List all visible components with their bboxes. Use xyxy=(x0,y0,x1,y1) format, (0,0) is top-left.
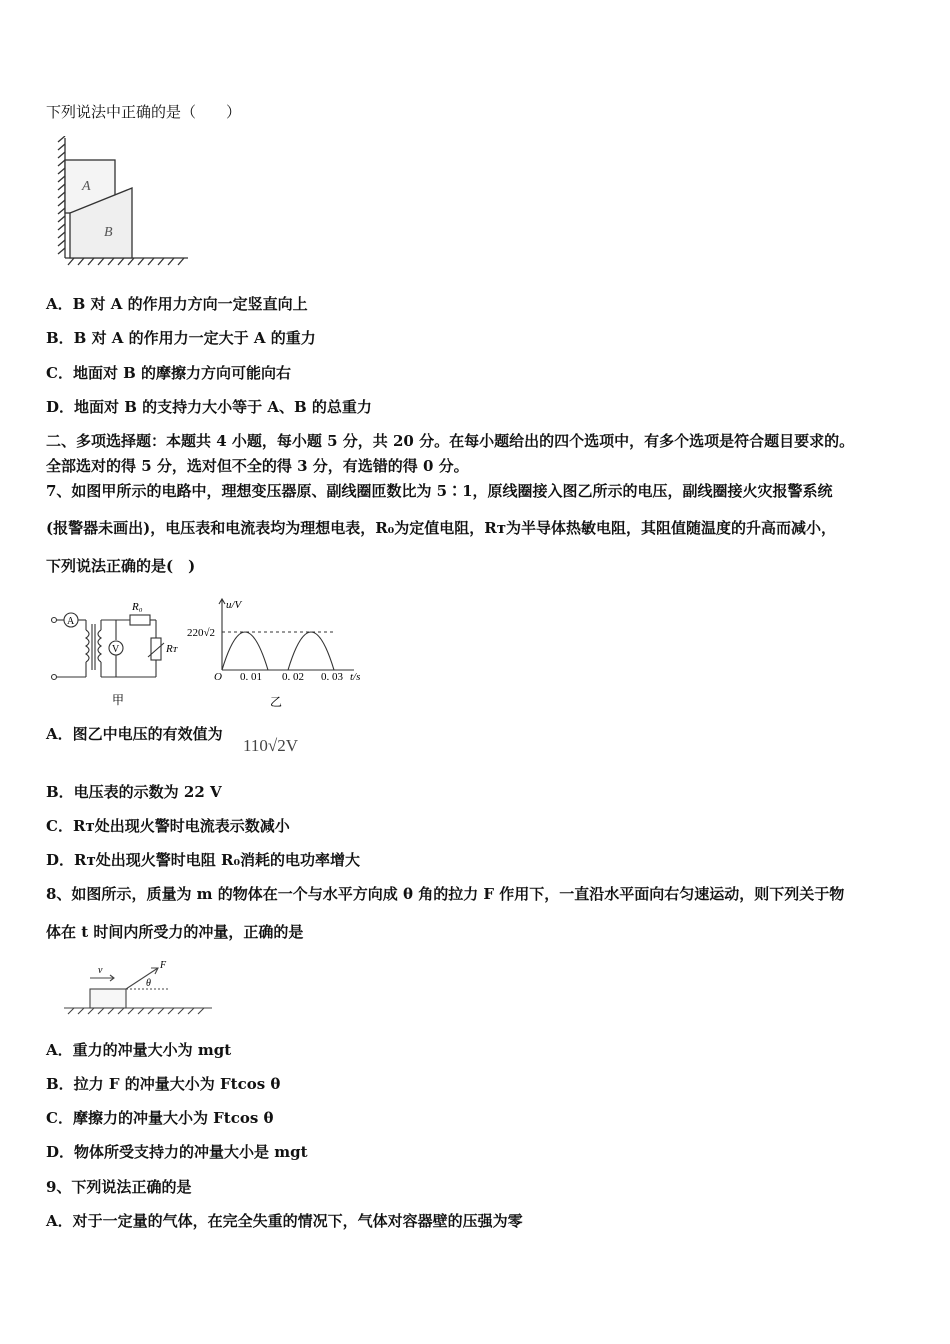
graph-xlabel: t/s xyxy=(350,671,360,683)
q7-line1: 7、如图甲所示的电路中，理想变压器原、副线圈匝数比为 5∶1，原线圈接入图乙所示的电压，副线圈接火灾报警系统 xyxy=(46,482,833,500)
graph-peak-label: 220√2 xyxy=(187,627,216,639)
q8-option-c: C．摩擦力的冲量大小为 Ftcos θ xyxy=(46,1109,274,1127)
graph-tick-3: 0. 03 xyxy=(321,671,343,683)
q6-stem: 下列说法中正确的是（ ） xyxy=(46,103,242,121)
graph-tick-2: 0. 02 xyxy=(282,671,304,683)
theta-label: θ xyxy=(146,978,151,989)
q7-option-a: A．图乙中电压的有效值为 xyxy=(46,725,223,743)
graph-origin: O xyxy=(214,671,222,683)
q8-option-d: D．物体所受支持力的冲量大小是 mgt xyxy=(46,1143,308,1161)
q7-option-d: D．Rᴛ处出现火警时电阻 R₀消耗的电功率增大 xyxy=(46,851,361,869)
q8-figure-block-pull xyxy=(60,956,216,1022)
graph-tick-1: 0. 01 xyxy=(240,671,262,683)
ammeter-label: A xyxy=(67,616,75,627)
section2-line1: 二、多项选择题：本题共 4 小题，每小题 5 分，共 20 分。在每小题给出的四个选项中，有多个选项是符合题目要求的。 xyxy=(46,432,855,450)
block-a-label: A xyxy=(82,179,91,194)
q9-stem: 9、下列说法正确的是 xyxy=(46,1178,192,1196)
q7-option-c: C．Rᴛ处出现火警时电流表示数减小 xyxy=(46,817,290,835)
graph-ylabel: u/V xyxy=(226,599,242,611)
q6-option-d: D．地面对 B 的支持力大小等于 A、B 的总重力 xyxy=(46,398,372,416)
q7-line3: 下列说法正确的是( ) xyxy=(46,557,196,575)
q6-option-a: A．B 对 A 的作用力方向一定竖直向上 xyxy=(46,295,308,313)
q6-option-c: C．地面对 B 的摩擦力方向可能向右 xyxy=(46,364,292,382)
block-b-label: B xyxy=(104,225,113,240)
q6-option-b: B．B 对 A 的作用力一定大于 A 的重力 xyxy=(46,329,316,347)
voltmeter-label: V xyxy=(112,644,120,655)
q7-line2: (报警器未画出)，电压表和电流表均为理想电表，R₀为定值电阻，Rᴛ为半导体热敏电阻，其阻值随温度的升高而减小， xyxy=(46,519,836,537)
velocity-label: v xyxy=(98,965,103,976)
fig-yi-caption: 乙 xyxy=(270,695,283,709)
q8-line2: 体在 t 时间内所受力的冲量，正确的是 xyxy=(46,923,304,941)
q8-line1: 8、如图所示，质量为 m 的物体在一个与水平方向成 θ 角的拉力 F 作用下，一直沿水平面向右匀速运动，则下列关于物 xyxy=(46,885,845,903)
q7-figure-voltage-graph xyxy=(184,594,360,712)
q6-figure-blocks xyxy=(52,136,192,268)
r0-label: R₀ xyxy=(132,601,143,613)
force-label: F xyxy=(160,960,167,971)
q7-option-b: B．电压表的示数为 22 V xyxy=(46,783,222,801)
fig-jia-caption: 甲 xyxy=(112,693,125,707)
q8-option-a: A．重力的冲量大小为 mgt xyxy=(46,1041,232,1059)
section2-line2: 全部选对的得 5 分，选对但不全的得 3 分，有选错的得 0 分。 xyxy=(46,457,469,475)
q8-option-b: B．拉力 F 的冲量大小为 Ftcos θ xyxy=(46,1075,281,1093)
q7-option-a-formula: 110√2V xyxy=(243,736,298,755)
rt-label: Rᴛ xyxy=(166,643,177,655)
q9-option-a: A．对于一定量的气体，在完全失重的情况下，气体对容器壁的压强为零 xyxy=(46,1212,523,1230)
